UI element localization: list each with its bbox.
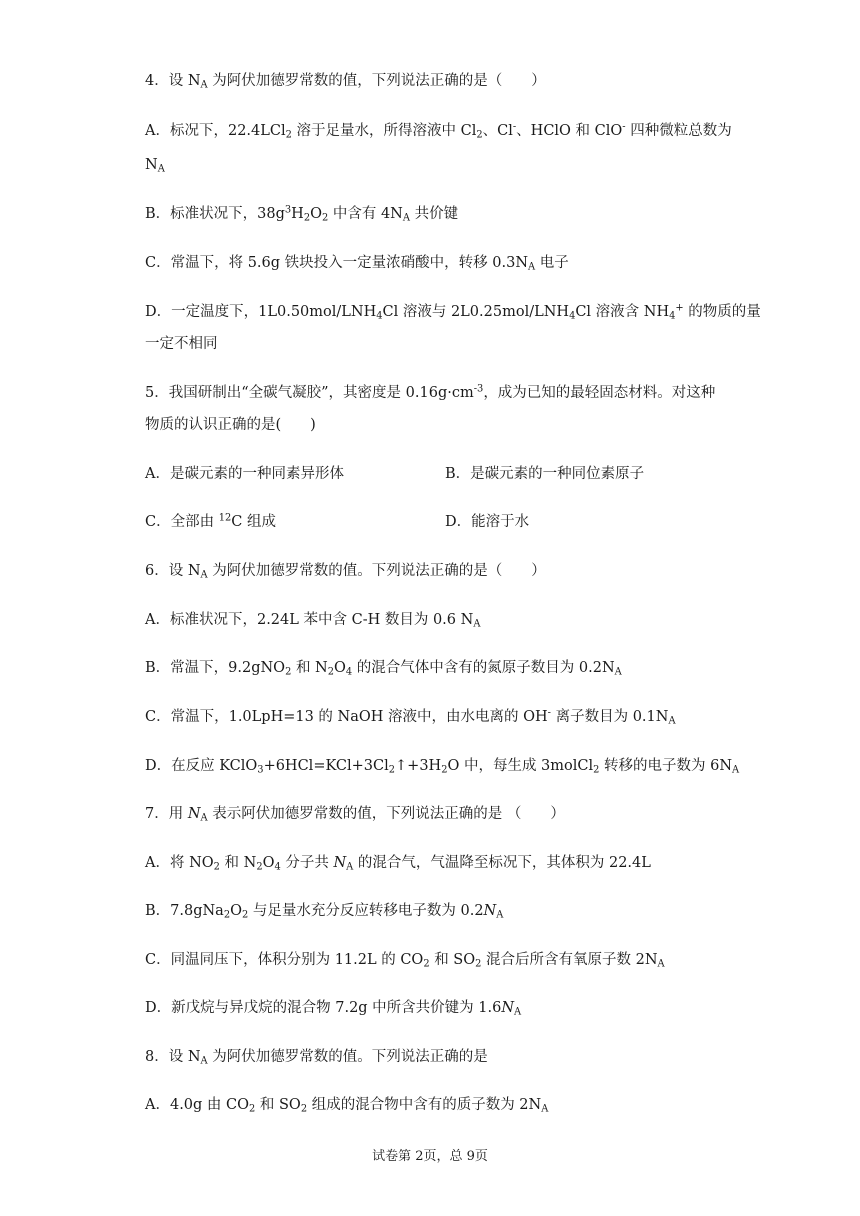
q6-option-c: C．常温下，1.0LpH=13 的 NaOH 溶液中，由水电离的 OH- 离子数目为 $0.1N_A$ <box>145 707 676 727</box>
q8-option-a: A．4.0g 由 $CO_2$ 和 $SO_2$ 组成的混合物中含有的质子数为 $2N_A$ <box>145 1097 549 1115</box>
q5-option-c: C．全部由 $^{12}$C 组成 <box>145 512 276 530</box>
q7-option-d: D．新戊烷与异戊烷的混合物 7.2g 中所含共价键为 $1.6N_A$ <box>145 1000 522 1018</box>
q4-option-c: C．常温下，将 5.6g 铁块投入一定量浓硝酸中，转移 $0.3N_A$ 电子 <box>145 255 569 273</box>
q4-option-a: A．标况下，22.4LCl$_2$ 溶于足量水，所得溶液中 $Cl_2$、Cl-、HClO 和 ClO- 四种微粒总数为 <box>145 121 732 141</box>
q4-stem: 4．设 $N_A$ 为阿伏加德罗常数的值，下列说法正确的是（ ） <box>145 73 546 91</box>
q5-option-d: D．能溶于水 <box>445 514 530 530</box>
q4-option-d: D．一定温度下，$1L0.50mol/LNH_4Cl$ 溶液与 $2L0.25mol/LNH_4Cl$ 溶液含 $NH_4^+$ 的物质的量 <box>145 302 761 322</box>
q4-option-a-cont: $N_A$ <box>145 157 165 175</box>
q4-option-d-cont: 一定不相同 <box>145 336 218 352</box>
q6-option-b: B．常温下，9.2gNO$_2$ 和 $N_2O_4$ 的混合气体中含有的氮原子数目为 $0.2N_A$ <box>145 660 622 678</box>
page-footer: 试卷第 2页，总 9页 <box>372 1149 488 1164</box>
q8-stem: 8．设 $N_A$ 为阿伏加德罗常数的值。下列说法正确的是 <box>145 1049 488 1067</box>
q7-option-a: A．将 $NO_2$ 和 $N_2O_4$ 分子共 $N_A$ 的混合气，气温降至标况下，其体积为 22.4L <box>145 855 651 873</box>
q4-option-b: B．标准状况下，$38g^3H_2O_2$ 中含有 $4N_A$ 共价键 <box>145 204 459 224</box>
q5-option-b: B．是碳元素的一种同位素原子 <box>445 466 645 482</box>
q7-option-c: C．同温同压下，体积分别为 11.2L 的 $CO_2$ 和 $SO_2$ 混合后所含有氧原子数 $2N_A$ <box>145 952 665 970</box>
q7-option-b: B．$7.8gNa_2O_2$ 与足量水充分反应转移电子数为 $0.2N_A$ <box>145 903 504 921</box>
q6-option-d: D．在反应 $KClO_3+6HCl=KCl+3Cl_2↑+3H_2O$ 中，每生成 3molCl$_2$ 转移的电子数为 $6N_A$ <box>145 758 740 776</box>
q5-stem-cont: 物质的认识正确的是( ) <box>145 417 316 433</box>
q5-stem: 5．我国研制出“全碳气凝胶”，其密度是 $0.16g\cdot cm^{-3}$，成为已知的最轻固态材料。对这种 <box>145 383 716 401</box>
q5-option-a: A．是碳元素的一种同素异形体 <box>145 466 344 482</box>
q7-stem: 7．用 $N_A$ 表示阿伏加德罗常数的值，下列说法正确的是 （ ） <box>145 806 565 824</box>
q6-stem: 6．设 $N_A$ 为阿伏加德罗常数的值。下列说法正确的是（ ） <box>145 563 546 581</box>
q6-option-a: A．标准状况下，2.24L 苯中含 C-H 数目为 0.6 $N_A$ <box>145 612 481 630</box>
